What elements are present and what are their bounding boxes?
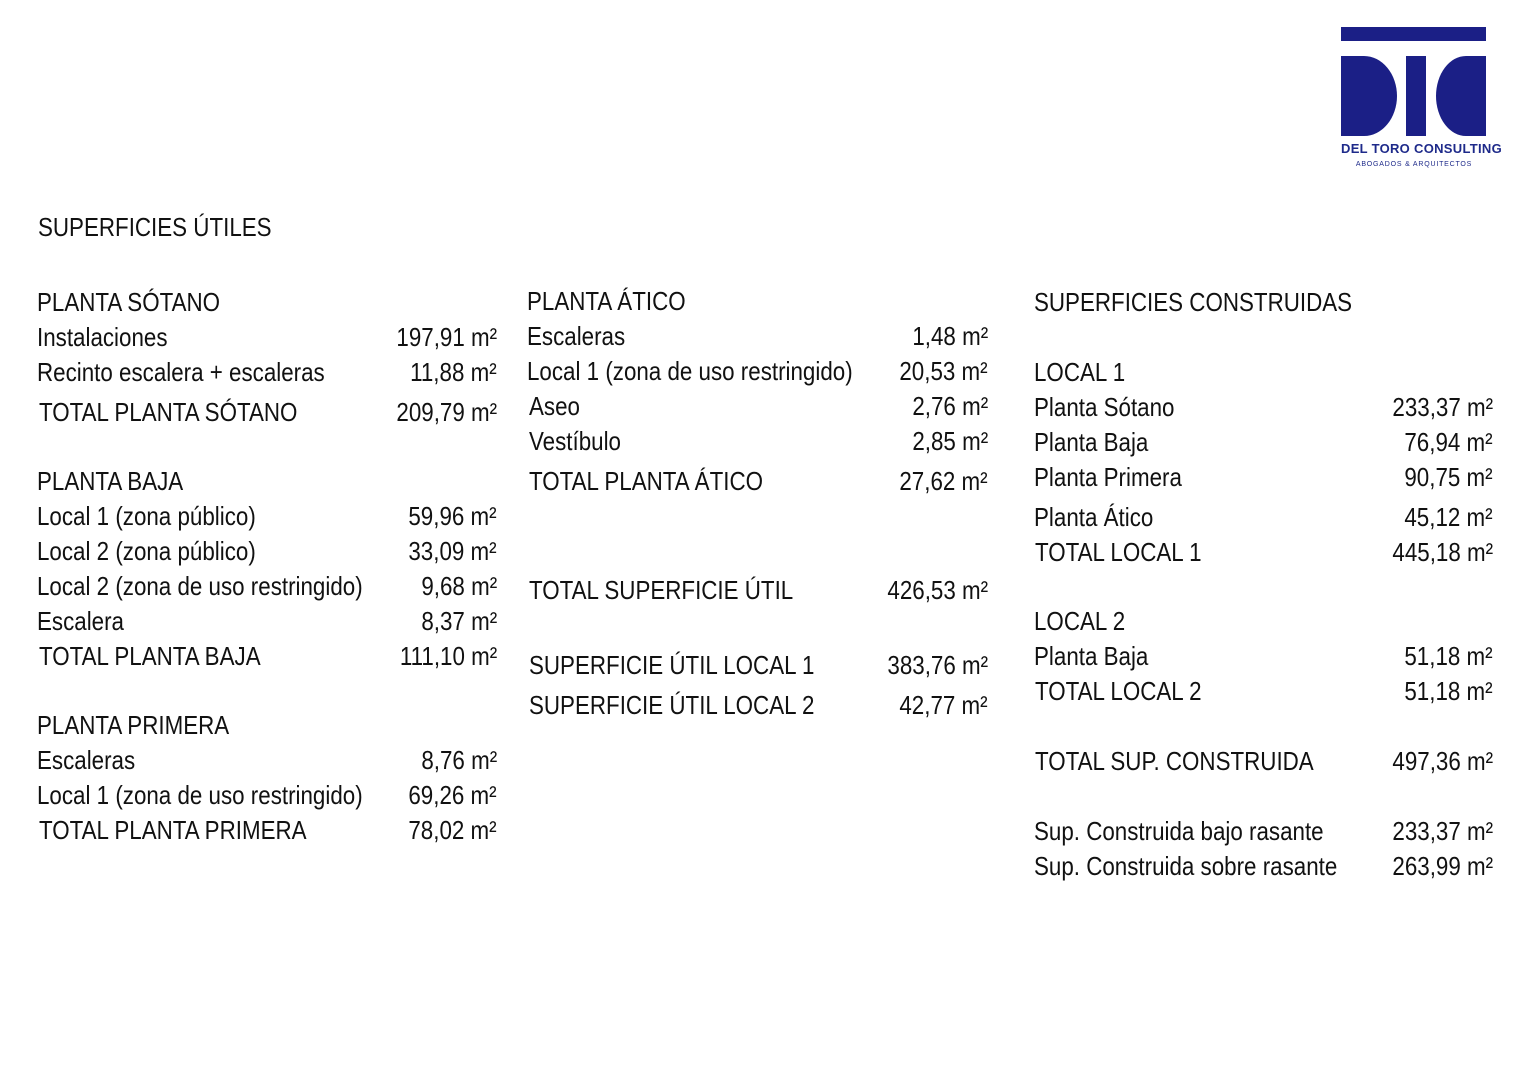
row-label: Local 1 (zona de uso restringido) — [37, 780, 363, 810]
total-label-atico: TOTAL PLANTA ÁTICO — [529, 466, 764, 496]
row-label: Escaleras — [37, 745, 136, 775]
row-label: Planta Baja — [1034, 641, 1149, 671]
util-local1-label: SUPERFICIE ÚTIL LOCAL 1 — [529, 650, 815, 680]
logo-letter-c — [1436, 56, 1486, 136]
row-value: 33,09 m² — [408, 536, 497, 566]
total-value-atico: 27,62 m² — [899, 466, 988, 496]
row-value: 8,37 m² — [421, 606, 497, 636]
row-value: 45,12 m² — [1404, 502, 1493, 532]
util-local1-value: 383,76 m² — [887, 650, 988, 680]
row-label: Local 2 (zona de uso restringido) — [37, 571, 363, 601]
row-value: 233,37 m² — [1392, 392, 1493, 422]
total-value-primera: 78,02 m² — [408, 815, 497, 845]
row-value: 59,96 m² — [408, 501, 497, 531]
total-value-local2: 51,18 m² — [1404, 676, 1493, 706]
row-value: 20,53 m² — [899, 356, 988, 386]
logo-letter-d — [1341, 56, 1397, 136]
row-label: Local 2 (zona público) — [37, 536, 256, 566]
sobre-rasante-label: Sup. Construida sobre rasante — [1034, 851, 1338, 881]
row-label: Planta Sótano — [1034, 392, 1175, 422]
logo-letter-i — [1406, 56, 1426, 136]
util-local2-value: 42,77 m² — [899, 690, 988, 720]
page-title: SUPERFICIES ÚTILES — [38, 212, 272, 242]
total-construida-value: 497,36 m² — [1392, 746, 1493, 776]
total-construida-label: TOTAL SUP. CONSTRUIDA — [1035, 746, 1314, 776]
logo-top-bar — [1341, 27, 1486, 41]
row-value: 197,91 m² — [396, 322, 497, 352]
row-value: 76,94 m² — [1404, 427, 1493, 457]
logo-company-name: DEL TORO CONSULTING — [1341, 141, 1502, 156]
row-value: 90,75 m² — [1404, 462, 1493, 492]
section-heading-baja: PLANTA BAJA — [37, 466, 184, 496]
bajo-rasante-value: 233,37 m² — [1392, 816, 1493, 846]
total-superficie-util-label: TOTAL SUPERFICIE ÚTIL — [529, 575, 794, 605]
total-value-sotano: 209,79 m² — [396, 397, 497, 427]
total-label-local1: TOTAL LOCAL 1 — [1035, 537, 1202, 567]
logo-tagline: ABOGADOS & ARQUITECTOS — [1355, 161, 1473, 168]
row-value: 2,76 m² — [912, 391, 988, 421]
row-label: Recinto escalera + escaleras — [37, 357, 325, 387]
row-label: Local 1 (zona de uso restringido) — [527, 356, 853, 386]
section-heading-atico: PLANTA ÁTICO — [527, 286, 686, 316]
row-label: Planta Ático — [1034, 502, 1154, 532]
row-label: Planta Primera — [1034, 462, 1182, 492]
row-value: 1,48 m² — [912, 321, 988, 351]
section-heading-primera: PLANTA PRIMERA — [37, 710, 230, 740]
row-label: Escalera — [37, 606, 124, 636]
section-heading-local2: LOCAL 2 — [1034, 606, 1126, 636]
row-value: 51,18 m² — [1404, 641, 1493, 671]
total-label-sotano: TOTAL PLANTA SÓTANO — [39, 397, 298, 427]
section-heading-local1: LOCAL 1 — [1034, 357, 1126, 387]
section-heading-sotano: PLANTA SÓTANO — [37, 287, 221, 317]
bajo-rasante-label: Sup. Construida bajo rasante — [1034, 816, 1324, 846]
total-superficie-util-value: 426,53 m² — [887, 575, 988, 605]
row-value: 11,88 m² — [410, 357, 497, 387]
total-label-local2: TOTAL LOCAL 2 — [1035, 676, 1202, 706]
row-label: Local 1 (zona público) — [37, 501, 256, 531]
total-value-baja: 111,10 m² — [399, 641, 497, 671]
row-label: Escaleras — [527, 321, 626, 351]
row-label: Instalaciones — [37, 322, 168, 352]
total-label-primera: TOTAL PLANTA PRIMERA — [39, 815, 307, 845]
row-label: Vestíbulo — [529, 426, 622, 456]
total-value-local1: 445,18 m² — [1392, 537, 1493, 567]
util-local2-label: SUPERFICIE ÚTIL LOCAL 2 — [529, 690, 815, 720]
row-label: Aseo — [529, 391, 580, 421]
row-value: 9,68 m² — [421, 571, 497, 601]
section-heading-construidas: SUPERFICIES CONSTRUIDAS — [1034, 287, 1353, 317]
row-value: 69,26 m² — [408, 780, 497, 810]
total-label-baja: TOTAL PLANTA BAJA — [39, 641, 261, 671]
row-label: Planta Baja — [1034, 427, 1149, 457]
sobre-rasante-value: 263,99 m² — [1392, 851, 1493, 881]
row-value: 2,85 m² — [912, 426, 988, 456]
row-value: 8,76 m² — [421, 745, 497, 775]
